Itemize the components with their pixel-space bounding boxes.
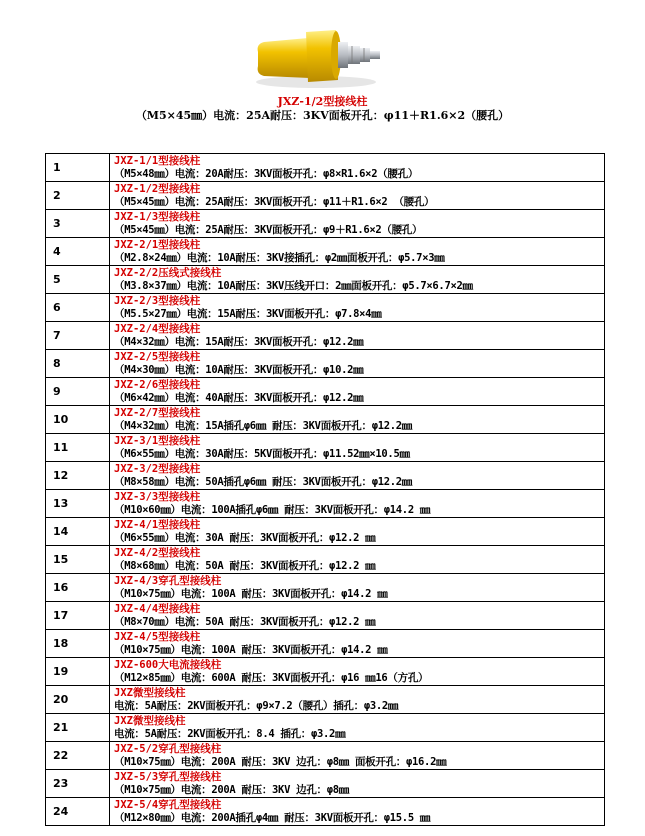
item-spec: （M10×75㎜）电流：200A 耐压：3KV 边孔：φ8㎜ 面板开孔：φ16.2㎜ <box>114 755 447 768</box>
row-description <box>110 350 605 378</box>
item-spec: （M8×58㎜）电流：50A插孔φ6㎜ 耐压：3KV面板开孔：φ12.2㎜ <box>114 475 413 488</box>
table-row <box>46 742 605 770</box>
row-description <box>110 574 605 602</box>
table-row <box>46 238 605 266</box>
item-spec: （M5.5×27㎜）电流：15A耐压：3KV面板开孔：φ7.8×4㎜ <box>114 307 382 320</box>
item-spec: （M10×75㎜）电流：100A 耐压：3KV面板开孔：φ14.2 ㎜ <box>114 587 388 600</box>
item-spec: （M5×48㎜）电流：20A耐压：3KV面板开孔：φ8×R1.6×2（腰孔） <box>114 167 419 180</box>
item-title: JXZ-2/7型接线柱 <box>114 406 201 419</box>
row-description <box>110 294 605 322</box>
row-description <box>110 714 605 742</box>
table-row <box>46 714 605 742</box>
row-number: 18 <box>46 630 110 658</box>
table-row <box>46 350 605 378</box>
item-title: JXZ-5/3穿孔型接线柱 <box>114 770 222 783</box>
row-number: 7 <box>46 322 110 350</box>
item-spec: （M2.8×24㎜）电流：10A耐压：3KV接插孔：φ2㎜面板开孔：φ5.7×3㎜ <box>114 251 445 264</box>
table-row <box>46 406 605 434</box>
item-title: JXZ-3/2型接线柱 <box>114 462 201 475</box>
row-description <box>110 658 605 686</box>
item-spec: （M4×32㎜）电流：15A耐压：3KV面板开孔：φ12.2㎜ <box>114 335 364 348</box>
item-title: JXZ-4/4型接线柱 <box>114 602 201 615</box>
item-spec: （M10×75㎜）电流：200A 耐压：3KV 边孔：φ8㎜ <box>114 783 349 796</box>
item-spec: （M12×80㎜）电流：200A插孔φ4㎜ 耐压：3KV面板开孔：φ15.5 ㎜ <box>114 811 431 824</box>
item-spec: （M12×85㎜）电流：600A 耐压：3KV面板开孔：φ16 ㎜16（方孔） <box>114 671 429 684</box>
item-title: JXZ微型接线柱 <box>114 686 186 699</box>
table-row <box>46 294 605 322</box>
row-description <box>110 602 605 630</box>
table-row <box>46 518 605 546</box>
item-spec: （M8×70㎜）电流：50A 耐压：3KV面板开孔：φ12.2 ㎜ <box>114 615 376 628</box>
row-description <box>110 182 605 210</box>
row-number: 1 <box>46 154 110 182</box>
table-row <box>46 322 605 350</box>
row-description <box>110 238 605 266</box>
item-title: JXZ-2/2压线式接线柱 <box>114 266 222 279</box>
row-description <box>110 378 605 406</box>
item-title: JXZ-2/1型接线柱 <box>114 238 201 251</box>
item-title: JXZ-4/2型接线柱 <box>114 546 201 559</box>
row-number: 22 <box>46 742 110 770</box>
row-description <box>110 154 605 182</box>
row-description <box>110 770 605 798</box>
row-number: 13 <box>46 490 110 518</box>
item-title: JXZ微型接线柱 <box>114 714 186 727</box>
table-row <box>46 574 605 602</box>
table-row <box>46 630 605 658</box>
row-number: 8 <box>46 350 110 378</box>
item-title: JXZ-3/1型接线柱 <box>114 434 201 447</box>
row-number: 17 <box>46 602 110 630</box>
item-title: JXZ-2/5型接线柱 <box>114 350 201 363</box>
item-title: JXZ-3/3型接线柱 <box>114 490 201 503</box>
row-number: 16 <box>46 574 110 602</box>
row-number: 14 <box>46 518 110 546</box>
product-title: JXZ-1/2型接线柱 <box>277 95 368 108</box>
item-spec: （M6×55㎜）电流：30A 耐压：3KV面板开孔：φ12.2 ㎜ <box>114 531 376 544</box>
row-number: 21 <box>46 714 110 742</box>
row-description <box>110 518 605 546</box>
row-number: 3 <box>46 210 110 238</box>
table-row <box>46 182 605 210</box>
row-description <box>110 322 605 350</box>
table-row <box>46 686 605 714</box>
product-spec: （M5×45㎜）电流：25A耐压：3KV面板开孔：φ11＋R1.6×2（腰孔） <box>135 109 510 122</box>
row-description <box>110 462 605 490</box>
row-description <box>110 686 605 714</box>
item-title: JXZ-1/1型接线柱 <box>114 154 201 167</box>
table-row <box>46 658 605 686</box>
item-spec: 电流：5A耐压：2KV面板开孔：φ9×7.2（腰孔）插孔：φ3.2㎜ <box>114 699 399 712</box>
item-spec: （M5×45㎜）电流：25A耐压：3KV面板开孔：φ11＋R1.6×2 （腰孔） <box>114 195 435 208</box>
row-number: 6 <box>46 294 110 322</box>
row-description <box>110 490 605 518</box>
item-spec: （M4×32㎜）电流：15A插孔φ6㎜ 耐压：3KV面板开孔：φ12.2㎜ <box>114 419 413 432</box>
row-description <box>110 630 605 658</box>
row-number: 23 <box>46 770 110 798</box>
item-title: JXZ-4/5型接线柱 <box>114 630 201 643</box>
row-number: 9 <box>46 378 110 406</box>
table-row <box>46 490 605 518</box>
item-spec: （M6×42㎜）电流：40A耐压：3KV面板开孔：φ12.2㎜ <box>114 391 364 404</box>
item-spec: （M8×68㎜）电流：50A 耐压：3KV面板开孔：φ12.2 ㎜ <box>114 559 376 572</box>
row-number: 11 <box>46 434 110 462</box>
row-description <box>110 210 605 238</box>
item-spec: （M10×75㎜）电流：100A 耐压：3KV面板开孔：φ14.2 ㎜ <box>114 643 388 656</box>
spec-table <box>45 153 605 826</box>
row-description <box>110 434 605 462</box>
item-title: JXZ-5/2穿孔型接线柱 <box>114 742 222 755</box>
table-row <box>46 462 605 490</box>
table-row <box>46 770 605 798</box>
item-spec: （M4×30㎜）电流：10A耐压：3KV面板开孔：φ10.2㎜ <box>114 363 364 376</box>
table-row <box>46 210 605 238</box>
item-spec: （M6×55㎜）电流：30A耐压：5KV面板开孔：φ11.52㎜×10.5㎜ <box>114 447 410 460</box>
row-number: 5 <box>46 266 110 294</box>
row-number: 15 <box>46 546 110 574</box>
row-number: 12 <box>46 462 110 490</box>
item-spec: （M10×60㎜）电流：100A插孔φ6㎜ 耐压：3KV面板开孔：φ14.2 ㎜ <box>114 503 431 516</box>
table-row <box>46 154 605 182</box>
item-title: JXZ-2/3型接线柱 <box>114 294 201 307</box>
row-number: 10 <box>46 406 110 434</box>
table-row <box>46 378 605 406</box>
row-number: 20 <box>46 686 110 714</box>
table-row <box>46 546 605 574</box>
row-number: 2 <box>46 182 110 210</box>
item-spec: 电流：5A耐压：2KV面板开孔：8.4 插孔：φ3.2㎜ <box>114 727 346 740</box>
item-title: JXZ-1/3型接线柱 <box>114 210 201 223</box>
row-number: 24 <box>46 798 110 826</box>
table-row <box>46 266 605 294</box>
table-row <box>46 602 605 630</box>
row-number: 19 <box>46 658 110 686</box>
item-title: JXZ-2/4型接线柱 <box>114 322 201 335</box>
item-title: JXZ-600大电流接线柱 <box>114 658 222 671</box>
item-title: JXZ-5/4穿孔型接线柱 <box>114 798 222 811</box>
row-description <box>110 266 605 294</box>
item-title: JXZ-1/2型接线柱 <box>114 182 201 195</box>
terminal-post-image <box>250 18 385 93</box>
row-description <box>110 798 605 826</box>
item-spec: （M3.8×37㎜）电流：10A耐压：3KV压线开口：2㎜面板开孔：φ5.7×6.7×2㎜ <box>114 279 473 292</box>
row-description <box>110 546 605 574</box>
table-row <box>46 434 605 462</box>
item-title: JXZ-4/1型接线柱 <box>114 518 201 531</box>
table-row <box>46 798 605 826</box>
row-number: 4 <box>46 238 110 266</box>
row-description <box>110 742 605 770</box>
item-spec: （M5×45㎜）电流：25A耐压：3KV面板开孔：φ9＋R1.6×2（腰孔） <box>114 223 423 236</box>
item-title: JXZ-4/3穿孔型接线柱 <box>114 574 222 587</box>
row-description <box>110 406 605 434</box>
item-title: JXZ-2/6型接线柱 <box>114 378 201 391</box>
